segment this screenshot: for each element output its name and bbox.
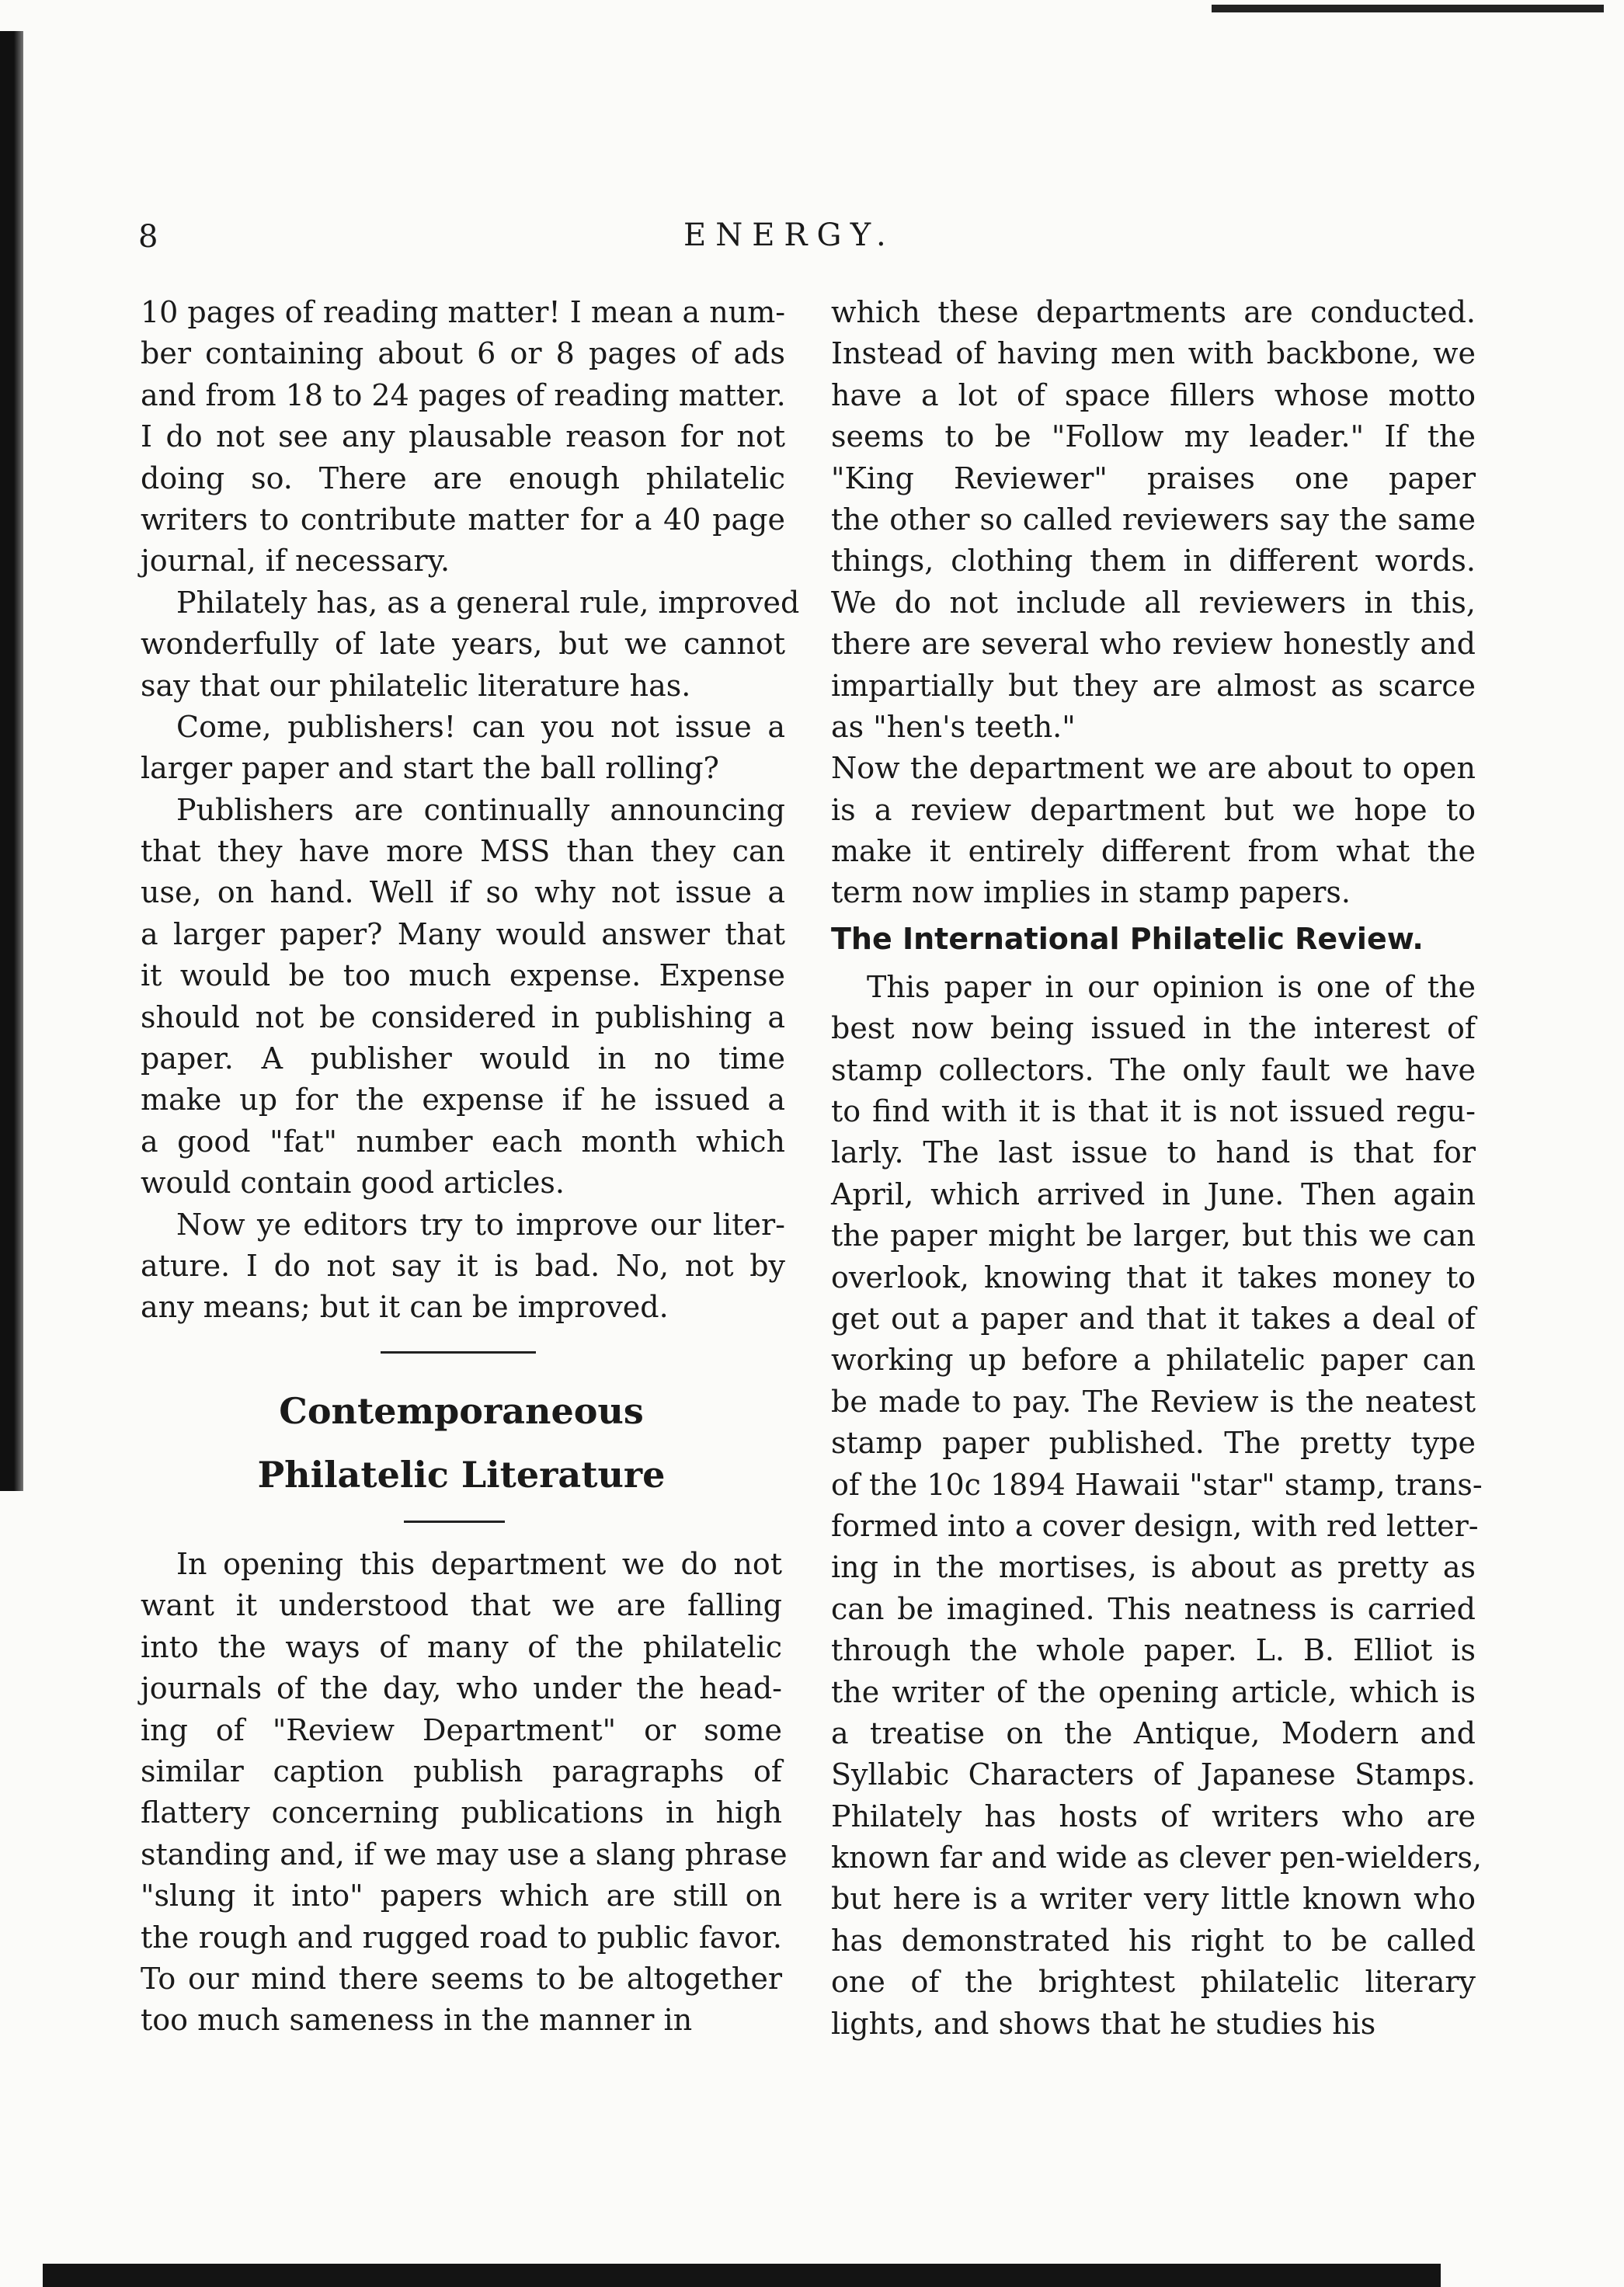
text-line: lights, and shows that he studies his [831,2006,1376,2041]
text-line: journals of the day, who under the head- [141,1671,782,1706]
text-line: writers to contribute matter for a 40 page [141,502,785,537]
text-line: too much sameness in the manner in [141,2003,693,2038]
text-line: Now ye editors try to improve our liter- [176,1207,785,1242]
text-line: I do not see any plausable reason for not [141,419,785,454]
text-line: To our mind there seems to be altogether [141,1961,782,1996]
text-line: Now the department we are about to open [831,751,1476,786]
page-number: 8 [138,219,158,255]
scan-edge-top [1212,5,1604,12]
text-line: has demonstrated his right to be called [831,1923,1476,1958]
text-line: "slung it into" papers which are still on [141,1879,782,1913]
text-line: make it entirely different from what the [831,834,1476,869]
heading-rule [404,1521,505,1523]
text-line: a treatise on the Antique, Modern and [831,1715,1476,1750]
text-line: get out a paper and that it takes a deal of [831,1301,1476,1336]
section-separator [381,1351,536,1354]
text-line: into the ways of many of the philatelic [141,1629,782,1664]
text-line: Come, publishers! can you not issue a [176,709,785,744]
text-line: the paper might be larger, but this we can [831,1218,1476,1253]
article-heading-line-2: Philatelic Literature [257,1454,666,1496]
text-line: things, clothing them in different words. [831,544,1476,579]
text-line: any means; but it can be improved. [141,1290,669,1325]
text-line: one of the brightest philatelic literary [831,1965,1476,2000]
text-line: it would be too much expense. Expense [141,958,785,993]
text-line: a larger paper? Many would answer that [141,916,785,951]
text-line: which these departments are conducted. [831,295,1476,329]
text-line: there are several who review honestly and [831,627,1476,662]
text-line: Philately has, as a general rule, improved [176,585,800,620]
text-line: In opening this department we do not [176,1547,782,1581]
text-line: have a lot of space fillers whose motto [831,377,1476,412]
text-line: formed into a cover design, with red letter- [831,1508,1479,1543]
review-section-heading: The International Philatelic Review. [831,921,1424,956]
text-line: ing in the mortises, is about as pretty as [831,1550,1476,1585]
text-line: the rough and rugged road to public favor. [141,1920,782,1955]
text-line: working up before a philatelic paper can [831,1343,1476,1378]
left-top-text [141,292,800,1329]
text-line: say that our philatelic literature has. [141,668,691,703]
text-line: can be imagined. This neatness is carried [831,1591,1476,1626]
text-line: term now implies in stamp papers. [831,875,1351,910]
text-line: through the whole paper. L. B. Elliot is [831,1633,1476,1668]
text-line: ature. I do not say it is bad. No, not by [141,1248,785,1283]
text-line: flattery concerning publications in high [141,1795,782,1830]
text-line: April, which arrived in June. Then again [831,1177,1476,1211]
text-line: and from 18 to 24 pages of reading matter. [141,377,786,412]
text-line: a good "fat" number each month which [141,1124,785,1159]
text-line: the other so called reviewers say the same [831,502,1476,537]
text-line: should not be considered in publishing a [141,999,785,1034]
left-bottom-paragraphs [141,1544,788,2042]
text-line: ber containing about 6 or 8 pages of ads [141,336,785,371]
text-line: want it understood that we are falling [141,1588,782,1623]
text-line: but here is a writer very little known who [831,1882,1476,1917]
left-column [141,292,800,1329]
text-line: overlook, knowing that it takes money to [831,1260,1476,1295]
text-line: impartially but they are almost as scarce [831,668,1476,703]
text-line: is a review department but we hope to [831,792,1476,827]
text-line: larger paper and start the ball rolling? [141,751,719,786]
right-top-text [831,292,1476,914]
text-line: the writer of the opening article, which is [831,1674,1476,1709]
text-line: best now being issued in the interest of [831,1011,1476,1046]
text-line: to find with it is that it is not issued regu- [831,1094,1476,1129]
text-line: Publishers are continually announcing [176,792,785,827]
text-line: make up for the expense if he issued a [141,1083,785,1117]
text-line: ing of "Review Department" or some [141,1712,782,1747]
article-heading-line-1: Contemporaneous [279,1390,644,1432]
scan-edge-bottom [43,2264,1441,2287]
text-line: paper. A publisher would in no time [141,1041,785,1076]
text-line: journal, if necessary. [141,544,450,579]
left-bottom-text [141,1544,788,2042]
text-line: We do not include all reviewers in this, [831,585,1476,620]
text-line: Syllabic Characters of Japanese Stamps. [831,1757,1476,1792]
text-line: Philately has hosts of writers who are [831,1799,1476,1833]
page-title: ENERGY. [683,217,895,253]
text-line: as "hen's teeth." [831,709,1076,744]
right-column [831,292,1483,2045]
text-line: "King Reviewer" praises one paper [831,461,1476,495]
text-line: Instead of having men with backbone, we [831,336,1476,371]
text-line: stamp collectors. The only fault we have [831,1052,1476,1087]
text-line: 10 pages of reading matter! I mean a num- [141,295,786,329]
text-line: known far and wide as clever pen-wielders, [831,1840,1482,1875]
text-line: stamp paper published. The pretty type [831,1426,1476,1461]
text-line: of the 10c 1894 Hawaii "star" stamp, trans- [831,1467,1483,1502]
text-line: wonderfully of late years, but we cannot [141,627,785,662]
text-line: doing so. There are enough philatelic [141,461,785,495]
text-line: that they have more MSS than they can [141,834,785,869]
text-line: use, on hand. Well if so why not issue a [141,875,785,910]
text-line: seems to be "Follow my leader." If the [831,419,1476,454]
text-line: be made to pay. The Review is the neatest [831,1384,1476,1419]
text-line: larly. The last issue to hand is that for [831,1135,1476,1170]
scan-edge-left [0,31,23,1491]
right-bottom-text [831,967,1483,2045]
text-line: would contain good articles. [141,1166,565,1201]
text-line: similar caption publish paragraphs of [141,1753,782,1788]
text-line: standing and, if we may use a slang phrase [141,1837,788,1872]
text-line: This paper in our opinion is one of the [867,969,1476,1004]
